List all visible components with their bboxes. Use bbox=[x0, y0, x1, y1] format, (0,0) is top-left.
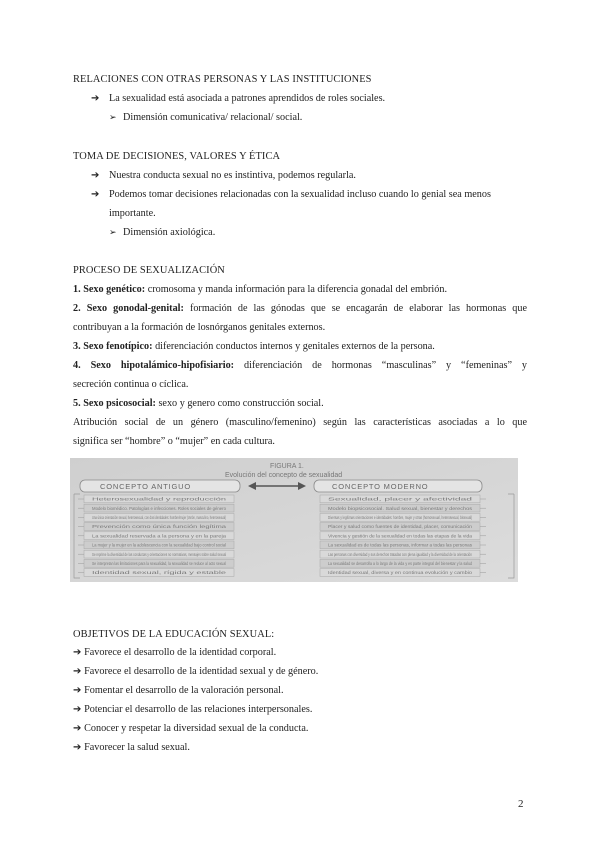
left-row-text: Se interpretan las limitaciones para la sexualidad, la sexualidad se reduce al acto sexual bbox=[92, 561, 227, 566]
arrow-icon: ➔ bbox=[73, 647, 85, 658]
right-rows-group bbox=[320, 495, 486, 576]
figure-subtitle: Evolución del concepto de sexualidad bbox=[225, 472, 343, 479]
left-row-text: Modelo biomédico. Patologías e infecciones. Roles sociales de género bbox=[92, 505, 227, 511]
bullet-tomar-decisiones-cont: importante. bbox=[109, 208, 156, 219]
right-row-text: Placer y salud como fuentes de identidad, placer, comunicación bbox=[328, 524, 473, 530]
left-row-text: La mujer y la mujer en la adolescencia con la sexualidad bajo control social bbox=[92, 542, 227, 548]
section-heading-objetivos: OBJETIVOS DE LA EDUCACIÓN SEXUAL: bbox=[73, 629, 275, 640]
atribucion-social-text-cont: significa ser “hombre” o “mujer” en cada cultura. bbox=[73, 436, 275, 447]
arrow-icon: ➔ bbox=[91, 170, 100, 181]
section-heading-sexualizacion: PROCESO DE SEXUALIZACIÓN bbox=[73, 265, 225, 276]
left-row-text: Heterosexualidad y reproducción bbox=[92, 496, 228, 502]
objetivo-item: ➔ Favorece el desarrollo de la identidad corporal. bbox=[73, 647, 277, 658]
figure-title: FIGURA 1. bbox=[270, 463, 304, 470]
item-sexo-fenotipico: 3. Sexo fenotípico: diferenciación conductos internos y genitales externos de la persona. bbox=[73, 341, 435, 352]
right-row-text: Sexualidad, placer y afectividad bbox=[328, 496, 474, 502]
right-row-text: Vivencia y gestión de la sexualidad en todas las etapas de la vida bbox=[328, 533, 473, 539]
objetivo-item: ➔ Favorecer la salud sexual. bbox=[73, 742, 190, 753]
right-row-text: La sexualidad es de todas las personas, informar a todas las personas bbox=[328, 542, 472, 548]
objetivo-item: ➔ Conocer y respetar la diversidad sexual de la conducta. bbox=[73, 723, 309, 734]
sub-bullet-dimension-social: ➢ Dimensión comunicativa/ relacional/ social. bbox=[109, 112, 303, 123]
item-sexo-hipotalamico: 4. Sexo hipotalámico-hipofisiario: diferenciación de hormonas “masculinas” y “femeninas” y bbox=[73, 360, 527, 371]
right-header-label: CONCEPTO MODERNO bbox=[332, 482, 429, 491]
page-number: 2 bbox=[518, 798, 524, 810]
section-heading-decisiones: TOMA DE DECISIONES, VALORES Y ÉTICA bbox=[73, 151, 281, 162]
objetivo-item: ➔ Favorece el desarrollo de la identidad sexual y de género. bbox=[73, 666, 319, 677]
arrow-icon: ➔ bbox=[91, 93, 100, 104]
arrow-icon: ➔ bbox=[73, 723, 85, 734]
item-sexo-gonodal: 2. Sexo gonodal-genital: formación de las gónodas que se encagarán de elaborar las hormonas que bbox=[73, 303, 527, 314]
left-rows-group bbox=[78, 495, 234, 576]
bullet-conducta-sexual: ➔ Nuestra conducta sexual no es instintiva, podemos regularla. bbox=[91, 170, 356, 181]
right-row-text: Las personas con diversidad y sus derechos tratadas con plena igualdad y la diversidad de la orientación bbox=[328, 551, 473, 557]
left-row-text: Se reprime la diversidad de las conductas y orientaciones no normativas, mensajes sobre salud sexual bbox=[92, 551, 227, 557]
arrow-icon: ➔ bbox=[91, 189, 100, 200]
left-header-label: CONCEPTO ANTIGUO bbox=[100, 482, 192, 491]
arrow-icon: ➔ bbox=[73, 742, 85, 753]
figure-evolucion-sexualidad bbox=[70, 458, 518, 582]
figure-svg bbox=[70, 458, 518, 582]
left-row-text: Una única orientación sexual, heterosexual, con dos identidades: hombre/mujer (Varón, masculino, heterosexual) bbox=[92, 515, 227, 520]
section-heading-relaciones: RELACIONES CON OTRAS PERSONAS Y LAS INSTITUCIONES bbox=[73, 74, 372, 85]
arrow-icon: ➔ bbox=[73, 685, 85, 696]
item-sexo-gonodal-cont: contribuyan a la formación de losnórganos genitales externos. bbox=[73, 322, 326, 333]
objetivo-item: ➔ Potenciar el desarrollo de las relaciones interpersonales. bbox=[73, 704, 313, 715]
bullet-tomar-decisiones: ➔ Podemos tomar decisiones relacionadas con la sexualidad incluso cuando lo genial sea menos bbox=[91, 189, 491, 200]
triangle-arrow-icon: ➢ bbox=[109, 227, 117, 237]
atribucion-social-text: Atribución social de un género (masculino/femenino) según las características asociadas a lo que bbox=[73, 417, 527, 428]
left-row-text: La sexualidad reservada a la persona y en la pareja bbox=[92, 533, 227, 539]
item-sexo-hipotalamico-cont: secreción continua o cíclica. bbox=[73, 379, 189, 390]
arrow-icon: ➔ bbox=[73, 666, 85, 677]
left-row-text: Identidad sexual, rígida y estable bbox=[92, 570, 228, 576]
item-sexo-genetico: 1. Sexo genético: cromosoma y manda información para la diferencia gonadal del embrión. bbox=[73, 284, 447, 295]
item-sexo-psicosocial: 5. Sexo psicosocial: sexo y genero como construcción social. bbox=[73, 398, 324, 409]
triangle-arrow-icon: ➢ bbox=[109, 112, 117, 122]
right-row-text: La sexualidad se desarrolla a lo largo de la vida y es parte integral del bienestar y la salud bbox=[328, 561, 473, 566]
arrow-icon: ➔ bbox=[73, 704, 85, 715]
left-row-text: Prevención como única función legítima bbox=[92, 524, 228, 530]
right-row-text: Identidad sexual, diversa y en continua evolución y cambio bbox=[328, 570, 473, 576]
sub-bullet-dimension-axiologica: ➢ Dimensión axiológica. bbox=[109, 227, 216, 238]
objetivo-item: ➔ Fomentar el desarrollo de la valoración personal. bbox=[73, 685, 284, 696]
right-row-text: Diversas y legítimas orientaciones e identidades: hombre, mujer y otras (homosexual, heterosexual, bisexual) bbox=[328, 515, 473, 520]
right-row-text: Modelo biopsicosocial. Salud sexual, bienestar y derechos bbox=[328, 505, 472, 511]
bullet-roles-sociales: ➔ La sexualidad está asociada a patrones aprendidos de roles sociales. bbox=[91, 93, 386, 104]
